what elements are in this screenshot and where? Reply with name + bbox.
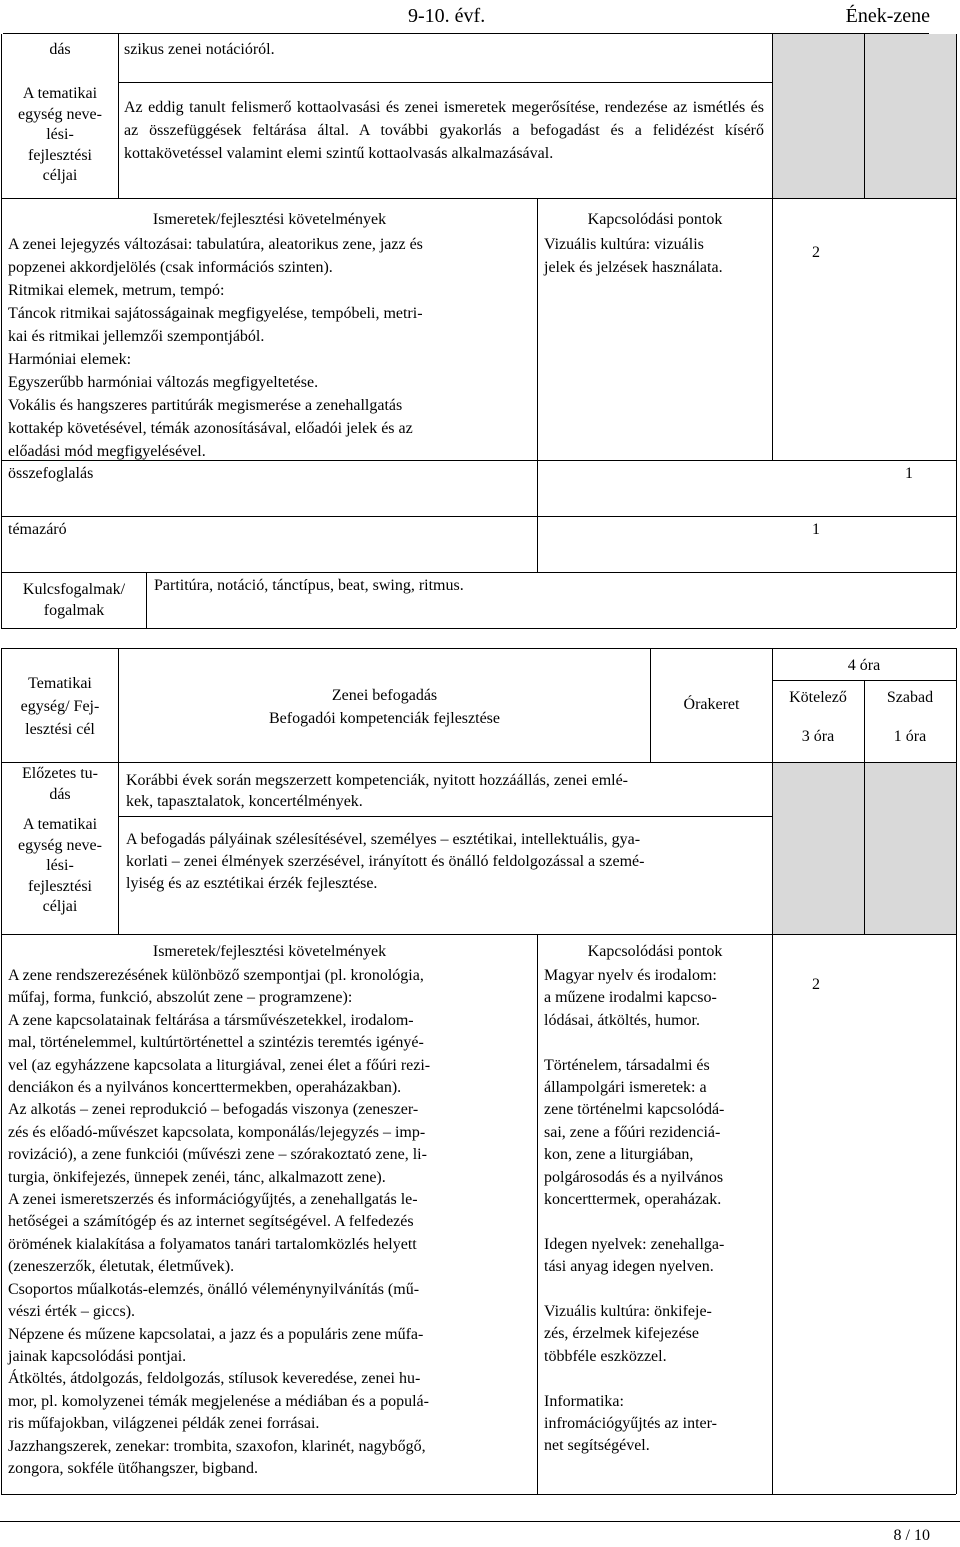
border [772, 198, 773, 460]
req-line: Vokális és hangszeres partitúrák megismerése a zenehallgatás [8, 397, 403, 414]
shade-cell [772, 763, 864, 934]
req-line: A zenei ismeretszerzés és információgyűjtés, a zenehallgatás le- [8, 1191, 418, 1209]
label-line: A tematikai [22, 816, 98, 833]
req-line: denciákon és a nyilvános koncerttermekben, operaházakban). [8, 1079, 402, 1097]
link-line: zene történelmi kapcsolódá- [544, 1101, 725, 1119]
shade-cell [864, 34, 956, 198]
spacer [544, 1032, 770, 1054]
req-line: popzenei akkordjelölés (csak információs szinten). [8, 259, 333, 276]
border [1, 934, 956, 935]
label-line: lési- [46, 126, 74, 143]
req-line: vészi érték – giccs). [8, 1303, 136, 1321]
unit2-goals-label [2, 815, 118, 918]
hours-label: Órakeret [683, 696, 740, 713]
border [956, 34, 957, 628]
req-line: A zene rendszerezésének különböző szempontjai (pl. kronológia, [8, 967, 424, 984]
unit2-goals-text [126, 829, 766, 895]
unit2-prev-label [2, 764, 118, 805]
shade-cell [772, 34, 864, 198]
summary-hours: 1 [905, 465, 913, 482]
keywords-text: Partitúra, notáció, tánctípus, beat, swing, ritmus. [154, 577, 464, 594]
border [1, 648, 956, 649]
closing-label: témazáró [8, 521, 67, 538]
free-label: Szabad [886, 689, 934, 706]
mandatory-hours: 3 óra [801, 728, 835, 745]
label-line: lési- [46, 857, 74, 874]
border [118, 82, 772, 83]
unit1-links-text [544, 233, 770, 279]
req-line: Táncok ritmikai sajátosságainak megfigyelése, tempóbeli, metri- [8, 305, 423, 322]
link-line: Vizuális kultúra: önkifeje- [544, 1303, 712, 1321]
free-hours: 1 óra [893, 728, 927, 745]
req-line: Átköltés, átdolgozás, feldolgozás, stílusok keveredése, zenei hu- [8, 1370, 421, 1388]
label-line: Tematikai [28, 675, 92, 692]
req-line: előadási mód megfigyelésével. [8, 443, 206, 460]
req-line: kottakép követésével, témák azonosításával, előadói jelek és az [8, 420, 413, 437]
title-line: Befogadói kompetenciák fejlesztése [268, 710, 500, 727]
link-line: Magyar nyelv és irodalom: [544, 967, 717, 984]
unit1-prev-text: szikus zenei notációról. [124, 41, 275, 58]
keywords-label [2, 580, 146, 621]
req-line: műfaj, forma, funkció, abszolút zene – programzene): [8, 989, 353, 1007]
req-line: (zeneszerzők, életutak, életművek). [8, 1258, 235, 1276]
border [772, 934, 773, 1494]
link-line: zés, érzelmek kifejezése [544, 1325, 700, 1343]
label-line: A tematikai [22, 85, 98, 102]
mandatory-label: Kötelező [789, 689, 847, 706]
unit1-req-text [8, 233, 533, 463]
summary-label: összefoglalás [8, 465, 94, 482]
req-line: Népzene és műzene kapcsolatai, a jazz és a populáris zene műfa- [8, 1325, 424, 1343]
label-line: egység/ Fej- [20, 698, 100, 715]
border [864, 680, 865, 934]
link-line: jelek és jelzések használata. [544, 259, 723, 276]
req-line: Ritmikai elemek, metrum, tempó: [8, 282, 225, 299]
border [1, 572, 956, 573]
link-line: kon, zene a liturgiában, [544, 1146, 694, 1164]
req-line: mor, pl. komolyzenei témák megjelenése a médiában és a populá- [8, 1392, 429, 1410]
border [772, 34, 773, 198]
link-line: tási anyag idegen nyelven. [544, 1258, 714, 1276]
unit2-links-text [544, 965, 770, 1458]
spacer [544, 1368, 770, 1390]
label-line: fogalmak [43, 601, 105, 619]
border [1, 516, 956, 517]
border [956, 648, 957, 1494]
req-line: rovizáció), a zene funkciói (művészi zene – szórakoztató zene, li- [8, 1146, 427, 1164]
link-line: infromációgyűjtés az inter- [544, 1415, 717, 1433]
text-line: Korábbi évek során megszerzett kompetenciák, nyitott hozzáállás, zenei emlé- [126, 772, 629, 789]
label-line: egység neve- [18, 836, 102, 854]
border [1, 762, 956, 763]
unit2-prev-text [126, 771, 766, 812]
req-line: örömének kialakítása a folyamatos tanári tartalomközlés helyett [8, 1235, 417, 1253]
footer-rule [0, 1521, 960, 1522]
grade-label: 9-10. évf. [408, 5, 486, 27]
req-line: ris műfajokban, világzenei példák zenei forrásai. [8, 1415, 320, 1433]
label-line: céljai [42, 167, 78, 184]
label-line: Előzetes tu- [22, 765, 98, 782]
unit1-prev-label: dás [49, 41, 71, 58]
req-line: hetőségei a számítógép és az internet segítségével. A felfedezés [8, 1213, 414, 1231]
req-line: A zenei lejegyzés változásai: tabulatúra, aleatorikus zene, jazz és [8, 236, 423, 253]
label-line: fejlesztési [28, 877, 92, 895]
border [537, 934, 538, 1494]
label-line: dás [49, 785, 71, 803]
spacer [544, 1279, 770, 1301]
req-line: vel (az egyházzene kapcsolata a liturgiával, zenei élet a főúri rezi- [8, 1056, 431, 1074]
spacer [544, 1211, 770, 1233]
border [146, 572, 147, 628]
unit2-hours: 2 [812, 976, 820, 993]
req-line: mal, történelemmel, kultúrtörténettel a szintézis teremtés igényé- [8, 1034, 424, 1052]
link-line: a műzene irodalmi kapcso- [544, 989, 717, 1007]
req-line: Egyszerűbb harmóniai változás megfigyeltetése. [8, 374, 319, 391]
link-line: koncerttermek, operaházak. [544, 1191, 722, 1209]
border [1, 628, 956, 629]
total-hours: 4 óra [847, 657, 881, 674]
link-line: Vizuális kultúra: vizuális [544, 236, 704, 253]
label-line: lesztési cél [25, 721, 95, 738]
req-line: kai és ritmikai jellemzői szempontjából. [8, 328, 265, 345]
unit2-label [2, 672, 118, 741]
req-line: zés és előadó-művészet kapcsolata, komponálás/lejegyzés – imp- [8, 1123, 426, 1141]
subject-label: Ének-zene [845, 5, 930, 27]
text-line: korlati – zenei élmények szerzésével, irányított és önálló feldolgozással a szemé- [126, 853, 645, 870]
unit1-goals-text: Az eddig tanult felismerő kottaolvasási és zenei ismeretek megerősítése, rendezése az ismétlés és az összefüggések feltárása által. A további gyakorlás a befogadást és a felidézést kísérő kottakövetéssel valamint elemi szintű kottaolvasás alkalmazásával. [124, 99, 764, 162]
req-line: zongora, sokféle ütőhangszer, bigband. [8, 1459, 258, 1477]
page-header [0, 6, 930, 30]
req-line: turgia, önkifejezés, ünnepek zenéi, tánc, alkalmazott zene). [8, 1168, 386, 1186]
label-line: céljai [42, 898, 78, 915]
border [864, 34, 865, 198]
border [1, 198, 2, 628]
text-line: kek, tapasztalatok, koncertélmények. [126, 792, 363, 810]
unit1-goals-label [2, 84, 118, 187]
req-line: jainak kapcsolódási pontjai. [8, 1347, 187, 1365]
unit2-links-heading: Kapcsolódási pontok [587, 943, 723, 960]
req-line: A zene kapcsolatainak feltárása a társművészetekkel, irodalom- [8, 1011, 414, 1029]
unit2-title [119, 684, 650, 730]
border [1, 198, 956, 199]
unit2-req-text [8, 965, 536, 1480]
title-line: Zenei befogadás [331, 687, 438, 704]
label-line: fejlesztési [28, 146, 92, 164]
unit1-links-heading: Kapcsolódási pontok [587, 211, 723, 228]
req-line: Csoportos műalkotás-elemzés, önálló véleménynyilvánítás (mű- [8, 1280, 420, 1298]
link-line: Történelem, társadalmi és [544, 1056, 710, 1074]
unit1-hours: 2 [812, 244, 820, 261]
link-line: net segítségével. [544, 1437, 650, 1455]
link-line: sai, zene a főúri rezidenciá- [544, 1123, 721, 1141]
text-line: lyiség és az esztétikai érzék fejlesztése. [126, 875, 378, 892]
border [118, 34, 119, 198]
closing-hours: 1 [812, 521, 820, 538]
shade-cell [864, 763, 956, 934]
link-line: polgárosodás és a nyilvános [544, 1168, 724, 1186]
border [118, 816, 772, 817]
req-line: Jazzhangszerek, zenekar: trombita, szaxofon, klarinét, nagybőgő, [8, 1437, 426, 1455]
border [1, 1494, 956, 1495]
unit2-req-heading: Ismeretek/fejlesztési követelmények [152, 943, 387, 960]
link-line: Idegen nyelvek: zenehallga- [544, 1235, 725, 1253]
req-line: Az alkotás – zenei reprodukció – befogadás viszonya (zeneszer- [8, 1101, 419, 1119]
req-line: Harmóniai elemek: [8, 351, 132, 368]
link-line: többféle eszközzel. [544, 1347, 667, 1365]
unit1-req-heading: Ismeretek/fejlesztési követelmények [152, 211, 387, 228]
link-line: lódásai, átköltés, humor. [544, 1011, 700, 1029]
link-line: Informatika: [544, 1392, 624, 1410]
label-line: egység neve- [18, 105, 102, 123]
text-line: A befogadás pályáinak szélesítésével, személyes – esztétikai, intellektuális, gya- [126, 831, 641, 848]
label-line: Kulcsfogalmak/ [22, 581, 126, 598]
page-number: 8 / 10 [893, 1527, 930, 1544]
link-line: állampolgári ismeretek: a [544, 1079, 707, 1097]
